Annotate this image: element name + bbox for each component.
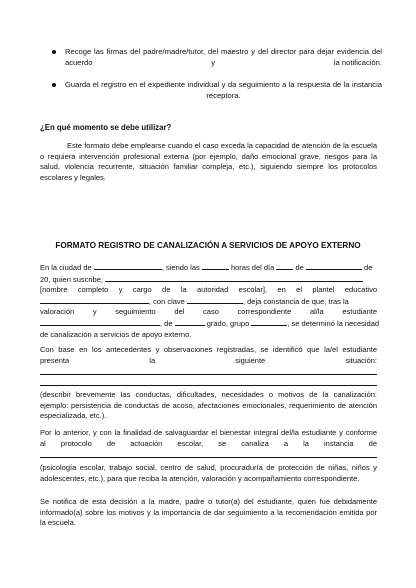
paragraph-line: la escuela. [40,518,76,528]
paragraph-line: o requiera intervención profesional externa (por ejemplo, daño emocional grave, riesgos para la [40,151,377,161]
label-text: de [295,263,304,272]
paragraph-line: (psicología escolar, trabajo social, centro de salud, procuraduría de protección de niñas, niños y [40,463,377,472]
paragraph-line: Con base en los antecedentes y observaciones registradas, se identificó que la/el estudiante [40,345,377,354]
label-text: , de [160,318,173,328]
situation-instructions [40,390,377,422]
situation-blank-line[interactable] [40,385,377,386]
paragraph-line: Se notifica de esta decisión a la madre, padre o tutor(a) del estudiante, quien fue debidamente [40,497,377,506]
paragraph-line: (describir brevemente las conductas, dificultades, necesidades o motivos de la canalización: [40,390,377,399]
form-paragraph-situation [40,345,377,366]
list-item-word: y [211,57,216,67]
form-paragraph-notification [40,497,377,529]
paragraph-line: ejemplo: persistencia de conductas de acoso, afectaciones emocionales, requerimiento de atención [40,400,377,410]
paragraph-line: salud, violencia recurrente, situación familiar compleja, etc.), siguiendo siempre los protocolos [40,162,377,172]
signer-blank[interactable] [105,274,363,282]
list-item-line: Guarda el registro en el expediente individual y da seguimiento a la respuesta de la instancia [65,80,382,90]
paragraph-line: Por lo anterior, y con la finalidad de salvaguardar el bienestar integral del/la estudiante y conforme [40,428,377,437]
school-blank[interactable] [40,296,149,304]
paragraph-line [40,318,380,330]
paragraph-line: informado(a) sobre los motivos y la importancia de dar seguimiento a la recomendación emitida por [40,507,377,517]
label-text: En la ciudad de [40,263,92,272]
month-blank[interactable] [306,262,362,270]
paragraph-line: al protocolo de actuación escolar, se canaliza a la instancia de [40,438,377,448]
referral-instructions [40,463,377,484]
label-text: , siendo las [161,263,200,272]
situation-blank-line[interactable] [40,374,377,375]
grade-blank[interactable] [175,318,205,326]
paragraph-line [40,262,377,274]
form-title: FORMATO REGISTRO DE CANALIZACIÓN A SERVICIOS DE APOYO EXTERNO [55,241,361,250]
instruction-list [52,47,382,113]
label-text: 20, quien suscribe, [40,274,103,284]
list-item-word: acuerdo [65,57,93,67]
paragraph-line: valoración y seguimiento del caso correspondiente al/la estudiante [40,307,377,317]
bullet-icon [52,83,56,87]
label-text: horas del día [230,263,275,272]
paragraph-line: especializada, etc.). [40,411,107,421]
paragraph-line: Este formato debe emplearse cuando el caso exceda la capacidad de atención de la escuela [67,141,377,150]
bullet-icon [52,50,56,54]
label-text: , con clave [149,296,185,306]
form-paragraph-intro [40,262,380,340]
paragraph-line: escolares y legales. [40,172,106,182]
label-text: , deja constancia de que, tras la [242,296,349,306]
list-item [52,80,382,101]
day-blank[interactable] [276,262,293,270]
hour-blank[interactable] [202,262,229,270]
form-paragraph-referral [40,428,377,449]
label-text: , se determinó la necesidad [287,318,380,328]
group-blank[interactable] [251,318,287,326]
paragraph-line: de canalización a servicios de apoyo externo. [40,329,192,339]
list-item-word: la notificación. [333,57,382,67]
label-text: grado, grupo [206,318,250,328]
usage-paragraph [40,141,377,183]
list-item-line [65,58,382,69]
city-blank[interactable] [94,262,162,270]
list-item [52,47,382,68]
paragraph-line [40,296,377,308]
paragraph-line [40,274,377,286]
school-key-blank[interactable] [187,296,243,304]
paragraph-line: presenta la siguiente situación: [40,355,377,365]
paragraph-line: adolescentes, etc.), para que reciba la atención, valoración y acompañamiento correspondiente. [40,473,360,483]
section-heading: ¿En qué momento se debe utilizar? [40,123,172,132]
paragraph-line: [nombre completo y cargo de la autoridad escolar], en el plantel educativo [40,285,377,295]
list-item-line: Recoge las firmas del padre/madre/tutor, del maestro y del director para dejar evidencia del [65,47,382,56]
institution-blank-line[interactable] [40,457,377,458]
student-blank[interactable] [40,318,160,326]
list-item-line: receptora. [206,90,241,100]
label-text: de [364,263,373,272]
